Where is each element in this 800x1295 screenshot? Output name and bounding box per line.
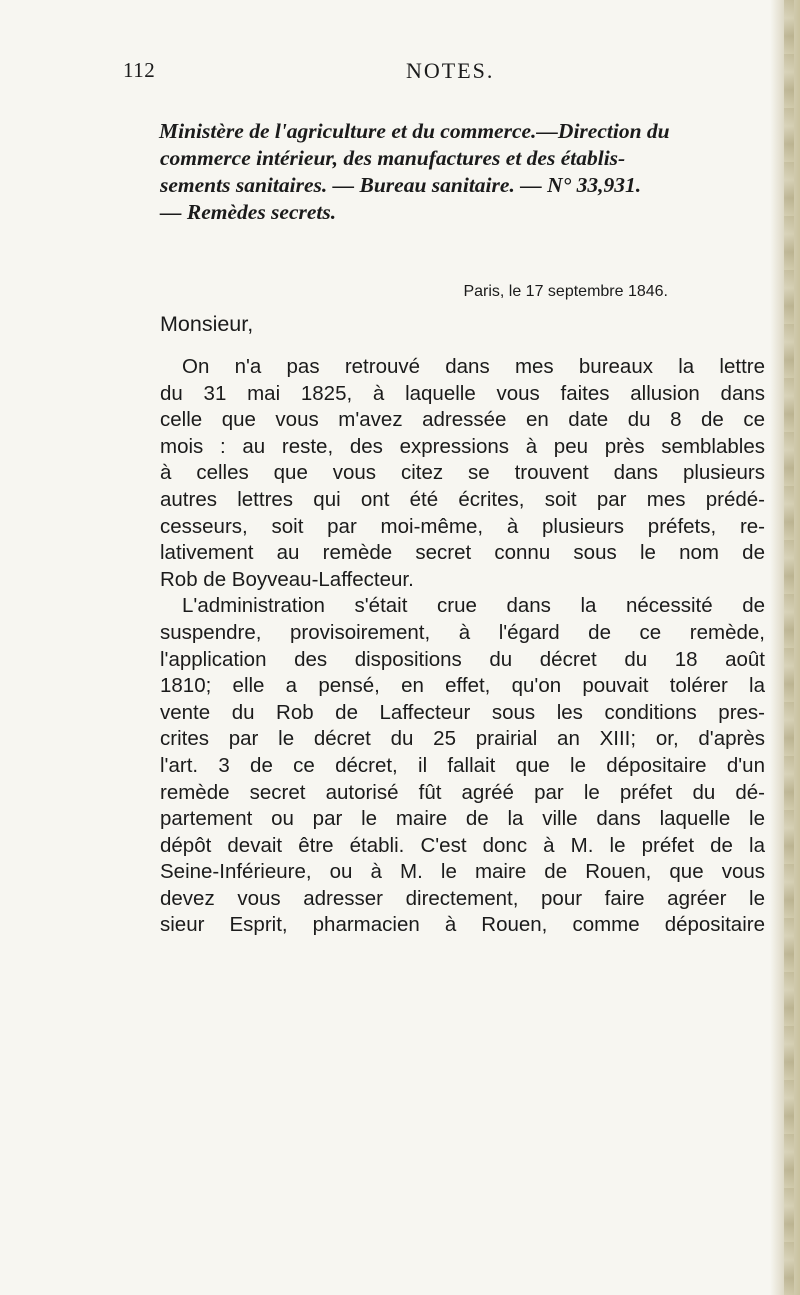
body-line: 1810; elle a pensé, en effet, qu'on pouvait tolérer la bbox=[160, 674, 765, 698]
body-line: suspendre, provisoirement, à l'égard de ce remède, bbox=[160, 620, 765, 644]
letter-heading bbox=[160, 118, 760, 226]
body-line: vente du Rob de Laffecteur sous les conditions pres- bbox=[160, 700, 765, 724]
body-line: celle que vous m'avez adressée en date du 8 de ce bbox=[160, 408, 765, 432]
heading-line: — Remèdes secrets. bbox=[160, 200, 337, 224]
body-line: remède secret autorisé fût agréé par le préfet du dé- bbox=[160, 780, 765, 804]
heading-line: sements sanitaires. — Bureau sanitaire. — N° 33,931. bbox=[160, 173, 642, 197]
body-line: l'art. 3 de ce décret, il fallait que le dépositaire d'un bbox=[160, 753, 765, 777]
body-line: devez vous adresser directement, pour faire agréer le bbox=[160, 886, 765, 910]
dateline: Paris, le 17 septembre 1846. bbox=[463, 283, 668, 300]
body-line: à celles que vous citez se trouvent dans plusieurs bbox=[160, 461, 765, 485]
body-line: dépôt devait être établi. C'est donc à M. le préfet de la bbox=[160, 833, 765, 857]
page-number: 112 bbox=[123, 58, 156, 82]
running-head: NOTES. bbox=[406, 58, 495, 83]
letter-body bbox=[160, 354, 765, 939]
body-line: L'administration s'était crue dans la nécessité de bbox=[182, 594, 765, 618]
body-line: cesseurs, soit par moi-même, à plusieurs préfets, re- bbox=[160, 514, 765, 538]
heading-line: Ministère de l'agriculture et du commerce.—Direction du bbox=[159, 119, 670, 143]
body-line: sieur Esprit, pharmacien à Rouen, comme dépositaire bbox=[160, 913, 765, 937]
body-line: mois : au reste, des expressions à peu près semblables bbox=[160, 434, 765, 458]
body-line: du 31 mai 1825, à laquelle vous faites allusion dans bbox=[160, 381, 765, 405]
body-line: lativement au remède secret connu sous le nom de bbox=[160, 541, 765, 565]
page-edge-binding bbox=[784, 0, 794, 1295]
body-line: On n'a pas retrouvé dans mes bureaux la lettre bbox=[182, 355, 765, 378]
salutation: Monsieur, bbox=[160, 312, 254, 336]
body-line: autres lettres qui ont été écrites, soit par mes prédé- bbox=[160, 487, 765, 511]
body-line: crites par le décret du 25 prairial an XIII; or, d'après bbox=[160, 727, 765, 751]
body-line: Seine-Inférieure, ou à M. le maire de Rouen, que vous bbox=[160, 860, 765, 884]
body-line: Rob de Boyveau-Laffecteur. bbox=[160, 567, 414, 591]
body-line: l'application des dispositions du décret du 18 août bbox=[160, 647, 765, 671]
page-header bbox=[0, 58, 800, 88]
body-line: partement ou par le maire de la ville dans laquelle le bbox=[160, 807, 765, 831]
heading-line: commerce intérieur, des manufactures et des établis- bbox=[160, 146, 626, 170]
